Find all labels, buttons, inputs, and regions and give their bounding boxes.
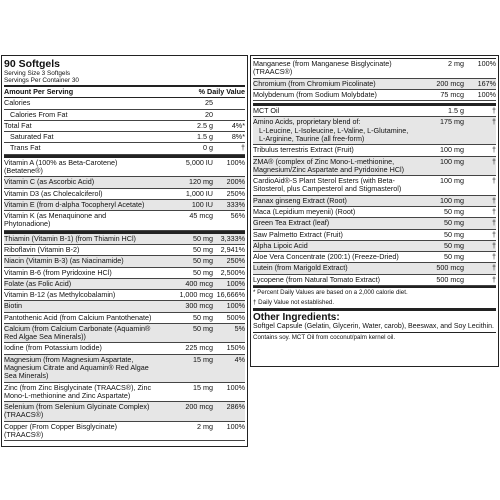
nutrient-name: Saw Palmetto Extract (Fruit) — [253, 229, 343, 239]
nutrient-amount: 45 mcg — [189, 211, 213, 221]
nutrient-amount: 50 mg — [444, 229, 464, 239]
nutrient-row — [253, 263, 496, 274]
nutrient-row — [4, 143, 245, 154]
nutrient-row — [4, 268, 245, 279]
footnote-daily-values: * Percent Daily Values are based on a 2,000 calorie diet. — [253, 286, 496, 298]
nutrient-daily-value: 8%* — [231, 132, 245, 142]
nutrient-row — [4, 132, 245, 143]
nutrient-amount: 0 g — [203, 143, 213, 153]
nutrient-daily-value: 500% — [226, 312, 245, 322]
nutrient-name: Niacin (Vitamin B-3) (as Niacinamide) — [4, 256, 124, 266]
nutrient-daily-value: † — [492, 263, 496, 273]
nutrient-cell — [253, 60, 412, 77]
nutrient-row — [253, 230, 496, 241]
nutrient-amount: 50 mg — [193, 323, 213, 333]
other-ingredients-title: Other Ingredients: — [253, 308, 496, 323]
nutrient-amount: 100 mg — [440, 176, 464, 186]
nutrient-cell — [4, 280, 155, 288]
nutrient-amount: 1.5 g — [197, 132, 213, 142]
nutrient-daily-value: 100% — [477, 89, 496, 99]
nutrient-cell — [4, 257, 155, 265]
nutrient-daily-value: † — [492, 106, 496, 116]
nutrient-daily-value: 100% — [226, 301, 245, 311]
nutrient-daily-value: † — [492, 176, 496, 186]
other-ingredients-text: Softgel Capsule (Gelatin, Glycerin, Water, carob), Beeswax, and Soy Lecithin. — [253, 323, 496, 334]
nutrient-cell — [4, 314, 155, 322]
nutrient-cell — [4, 133, 155, 141]
nutrient-name: Copper (From Copper Bisglycinate) (TRAACS®) — [4, 421, 118, 439]
supplement-facts-right-panel — [250, 55, 499, 367]
nutrient-cell — [4, 423, 155, 440]
nutrient-cell — [4, 325, 155, 342]
container-count-title: 90 Softgels — [4, 58, 61, 70]
nutrient-amount: 400 mcg — [185, 278, 213, 288]
nutrient-row — [4, 189, 245, 200]
nutrient-name: Molybdenum (from Sodium Molybdate) — [253, 89, 377, 99]
nutrient-amount: 1,000 IU — [185, 188, 213, 198]
nutrient-amount: 50 mg — [193, 267, 213, 277]
nutrient-row — [4, 121, 245, 132]
nutrient-row — [253, 145, 496, 156]
left-nutrient-list — [4, 98, 245, 441]
nutrient-name: Selenium (from Selenium Glycinate Complex) (TRAACS®) — [4, 402, 150, 420]
nutrient-row — [4, 177, 245, 188]
nutrient-row — [4, 402, 245, 422]
nutrient-name: Vitamin K (as Menaquinone and Phytonadione) — [4, 211, 107, 229]
nutrient-cell — [4, 344, 155, 352]
nutrient-amount: 2 mg — [197, 421, 213, 431]
nutrient-amount: 50 mg — [444, 252, 464, 262]
nutrient-name: CardioAid®-S Plant Sterol Esters (with Beta-Sitosterol, plus Campesterol and Stigmasterol) — [253, 176, 402, 194]
nutrient-name: MCT Oil — [253, 106, 280, 116]
nutrient-cell — [253, 80, 412, 88]
nutrient-amount: 120 mg — [189, 177, 213, 187]
nutrient-amount: 2.5 g — [197, 120, 213, 130]
allergen-statement: Contains soy. MCT Oil from coconut/palm kernel oil. — [253, 334, 396, 342]
nutrient-amount: 100 IU — [191, 199, 213, 209]
nutrient-cell — [253, 231, 412, 239]
nutrient-name: Panax ginseng Extract (Root) — [253, 195, 347, 205]
nutrient-name: Lycopene (from Natural Tomato Extract) — [253, 274, 381, 284]
nutrient-cell — [4, 212, 155, 229]
blend-components: L-Leucine, L-Isoleucine, L-Valine, L-Glutamine, L-Arginine, Taurine (all free-form) — [259, 125, 409, 143]
nutrient-cell — [4, 269, 155, 277]
nutrient-cell — [253, 208, 412, 216]
nutrient-daily-value: 200% — [226, 177, 245, 187]
nutrient-daily-value: 100% — [477, 59, 496, 68]
nutrient-name: Aloe Vera Concentrate (200:1) (Freeze-Dried) — [253, 252, 399, 262]
nutrient-cell — [4, 235, 155, 243]
nutrient-row — [4, 279, 245, 290]
footnote-not-established: † Daily Value not established. — [253, 298, 335, 306]
nutrient-name: Tribulus terrestris Extract (Fruit) — [253, 145, 354, 155]
nutrient-cell — [4, 159, 155, 176]
nutrient-daily-value: 100% — [226, 278, 245, 288]
header-amount: Amount Per Serving — [4, 87, 74, 96]
nutrient-daily-value: 250% — [226, 188, 245, 198]
nutrient-amount: 50 mg — [193, 244, 213, 254]
nutrient-cell — [4, 403, 155, 420]
nutrient-daily-value: † — [492, 156, 496, 166]
nutrient-name: Riboflavin (Vitamin B-2) — [4, 244, 80, 254]
nutrient-amount: 2 mg — [448, 59, 464, 68]
nutrient-cell — [4, 201, 155, 209]
nutrient-row — [253, 275, 496, 286]
nutrient-row — [253, 176, 496, 196]
nutrient-name: Amino Acids, proprietary blend of: — [253, 117, 361, 127]
nutrient-cell — [253, 118, 412, 143]
nutrient-daily-value: † — [492, 145, 496, 155]
nutrient-row — [253, 90, 496, 101]
nutrient-name: Calories — [4, 98, 31, 108]
nutrient-row — [4, 256, 245, 267]
nutrient-row — [253, 207, 496, 218]
right-nutrient-list-top — [253, 58, 496, 101]
nutrient-amount: 1.5 g — [448, 106, 464, 116]
nutrient-name: Vitamin E (from d-alpha Tocopheryl Acetate) — [4, 199, 145, 209]
table-header — [4, 85, 245, 98]
nutrient-cell — [4, 99, 155, 107]
nutrient-cell — [4, 144, 155, 152]
nutrient-amount: 25 — [205, 98, 213, 108]
nutrient-row — [253, 157, 496, 177]
nutrient-row — [253, 106, 496, 117]
nutrient-daily-value: 100% — [226, 382, 245, 392]
nutrient-cell — [253, 107, 412, 115]
nutrient-amount: 225 mcg — [185, 343, 213, 353]
nutrient-cell — [253, 242, 412, 250]
nutrient-row — [253, 252, 496, 263]
nutrient-daily-value: † — [492, 240, 496, 250]
nutrient-row — [4, 200, 245, 211]
nutrient-amount: 50 mg — [193, 233, 213, 243]
nutrient-amount: 5,000 IU — [185, 157, 213, 167]
nutrient-cell — [253, 146, 412, 154]
nutrient-row — [253, 218, 496, 229]
nutrient-daily-value: † — [492, 117, 496, 127]
nutrient-amount: 50 mg — [193, 312, 213, 322]
nutrient-daily-value: † — [492, 218, 496, 228]
nutrient-daily-value: † — [492, 195, 496, 205]
nutrient-name: Pantothenic Acid (from Calcium Pantothenate) — [4, 312, 152, 322]
nutrient-name: Saturated Fat — [10, 132, 54, 142]
nutrient-cell — [4, 122, 155, 130]
nutrient-row — [4, 211, 245, 231]
nutrient-amount: 100 mg — [440, 145, 464, 155]
nutrient-amount: 1,000 mcg — [179, 290, 213, 300]
nutrient-daily-value: 3,333% — [220, 233, 245, 243]
nutrient-amount: 500 mcg — [436, 274, 464, 284]
nutrient-daily-value: 286% — [226, 402, 245, 412]
nutrient-name: Vitamin C (as Ascorbic Acid) — [4, 177, 95, 187]
nutrient-name: Folate (as Folic Acid) — [4, 278, 72, 288]
nutrient-daily-value: † — [492, 229, 496, 239]
nutrient-row — [4, 313, 245, 324]
nutrient-cell — [253, 264, 412, 272]
nutrient-cell — [253, 276, 412, 284]
nutrient-daily-value: 16,666% — [216, 290, 245, 300]
nutrient-name: Alpha Lipoic Acid — [253, 240, 308, 250]
nutrient-row — [253, 196, 496, 207]
nutrient-daily-value: † — [492, 274, 496, 284]
nutrient-daily-value: † — [241, 143, 245, 153]
nutrient-cell — [4, 190, 155, 198]
nutrient-amount: 100 mg — [440, 195, 464, 205]
nutrient-row — [4, 383, 245, 403]
nutrient-name: Vitamin A (100% as Beta-Carotene) (Betatene®) — [4, 157, 118, 175]
nutrient-cell — [4, 291, 155, 299]
nutrient-row — [4, 343, 245, 354]
nutrient-daily-value: 333% — [226, 199, 245, 209]
nutrient-daily-value: 150% — [226, 343, 245, 353]
nutrient-name: Thiamin (Vitamin B-1) (from Thiamin HCl) — [4, 233, 136, 243]
nutrient-row — [4, 422, 245, 442]
servings-per-container: Servings Per Container 30 — [4, 77, 79, 84]
nutrient-name: Iodine (from Potassium Iodide) — [4, 343, 102, 353]
nutrient-cell — [253, 158, 412, 175]
header-daily-value: % Daily Value — [198, 87, 245, 96]
nutrient-name: Manganese (from Manganese Bisglycinate) (TRAACS®) — [253, 59, 392, 77]
nutrient-name: Vitamin B-12 (as Methylcobalamin) — [4, 290, 116, 300]
nutrient-amount: 50 mg — [193, 256, 213, 266]
nutrient-name: Zinc (from Zinc Bisglycinate (TRAACS®), Zinc Mono-L-methionine and Zinc Aspartate) — [4, 382, 152, 400]
nutrient-row — [253, 117, 496, 145]
nutrient-name: Calcium (from Calcium Carbonate (Aquamin® Red Algae Sea Minerals)) — [4, 323, 151, 342]
nutrient-row — [4, 155, 245, 178]
nutrient-name: ZMA® (complex of Zinc Mono-L-methionine, Magnesium/Zinc Aspartate and Pyridoxine HCl) — [253, 156, 405, 174]
nutrient-cell — [4, 111, 155, 119]
nutrient-cell — [4, 384, 155, 401]
nutrient-cell — [253, 253, 412, 261]
nutrient-daily-value: 2,500% — [220, 267, 245, 277]
nutrient-daily-value: 100% — [226, 157, 245, 167]
nutrient-name: Vitamin B-6 (from Pyridoxine HCl) — [4, 267, 112, 277]
nutrient-cell — [253, 219, 412, 227]
nutrient-row — [4, 245, 245, 256]
nutrient-daily-value: 250% — [226, 256, 245, 266]
nutrient-daily-value: 5% — [234, 323, 245, 333]
nutrient-cell — [4, 356, 155, 381]
nutrient-daily-value: 100% — [226, 421, 245, 431]
nutrient-row — [253, 79, 496, 90]
nutrient-cell — [4, 178, 155, 186]
nutrient-row — [253, 241, 496, 252]
nutrient-cell — [253, 197, 412, 205]
nutrient-amount: 100 mg — [440, 156, 464, 166]
nutrient-name: Trans Fat — [10, 143, 41, 153]
nutrient-amount: 200 mcg — [436, 78, 464, 88]
nutrient-name: Lutein (from Marigold Extract) — [253, 263, 348, 273]
nutrient-cell — [4, 302, 155, 310]
right-nutrient-list-bottom — [253, 106, 496, 286]
nutrient-amount: 300 mcg — [185, 301, 213, 311]
nutrient-row — [253, 59, 496, 79]
nutrient-amount: 175 mg — [440, 117, 464, 127]
nutrient-row — [4, 324, 245, 344]
nutrient-daily-value: † — [492, 206, 496, 216]
nutrient-amount: 50 mg — [444, 206, 464, 216]
nutrient-name: Chromium (from Chromium Picolinate) — [253, 78, 376, 88]
nutrient-cell — [253, 177, 412, 194]
nutrient-amount: 75 mcg — [440, 89, 464, 99]
nutrient-row — [4, 110, 245, 121]
nutrient-daily-value: 56% — [230, 211, 245, 221]
nutrient-name: Maca (Lepidium meyenii) (Root) — [253, 206, 356, 216]
nutrient-amount: 50 mg — [444, 240, 464, 250]
nutrient-row — [4, 231, 245, 245]
nutrient-row — [4, 355, 245, 383]
nutrient-amount: 15 mg — [193, 354, 213, 364]
nutrient-daily-value: 4% — [234, 354, 245, 364]
nutrient-daily-value: 2,941% — [220, 244, 245, 254]
nutrient-amount: 15 mg — [193, 382, 213, 392]
nutrient-daily-value: 4%* — [231, 120, 245, 130]
nutrient-name: Total Fat — [4, 120, 32, 130]
nutrient-row — [4, 301, 245, 312]
nutrient-name: Vitamin D3 (as Cholecalciferol) — [4, 188, 103, 198]
nutrient-amount: 50 mg — [444, 218, 464, 228]
nutrient-name: Green Tea Extract (leaf) — [253, 218, 330, 228]
nutrient-name: Calories From Fat — [10, 109, 68, 119]
nutrient-amount: 200 mcg — [185, 402, 213, 412]
serving-size: Serving Size 3 Softgels — [4, 70, 71, 77]
nutrient-cell — [4, 246, 155, 254]
nutrient-daily-value: 167% — [477, 78, 496, 88]
nutrient-cell — [253, 91, 412, 99]
nutrient-name: Biotin — [4, 301, 22, 311]
nutrient-name: Magnesium (from Magnesium Aspartate, Magnesium Citrate and Aquamin® Red Algae Sea Minerals) — [4, 354, 149, 381]
nutrient-amount: 20 — [205, 109, 213, 119]
nutrient-row — [4, 290, 245, 301]
supplement-facts-left-panel — [1, 55, 248, 447]
nutrient-row — [4, 98, 245, 109]
nutrient-daily-value: † — [492, 252, 496, 262]
nutrient-amount: 500 mcg — [436, 263, 464, 273]
